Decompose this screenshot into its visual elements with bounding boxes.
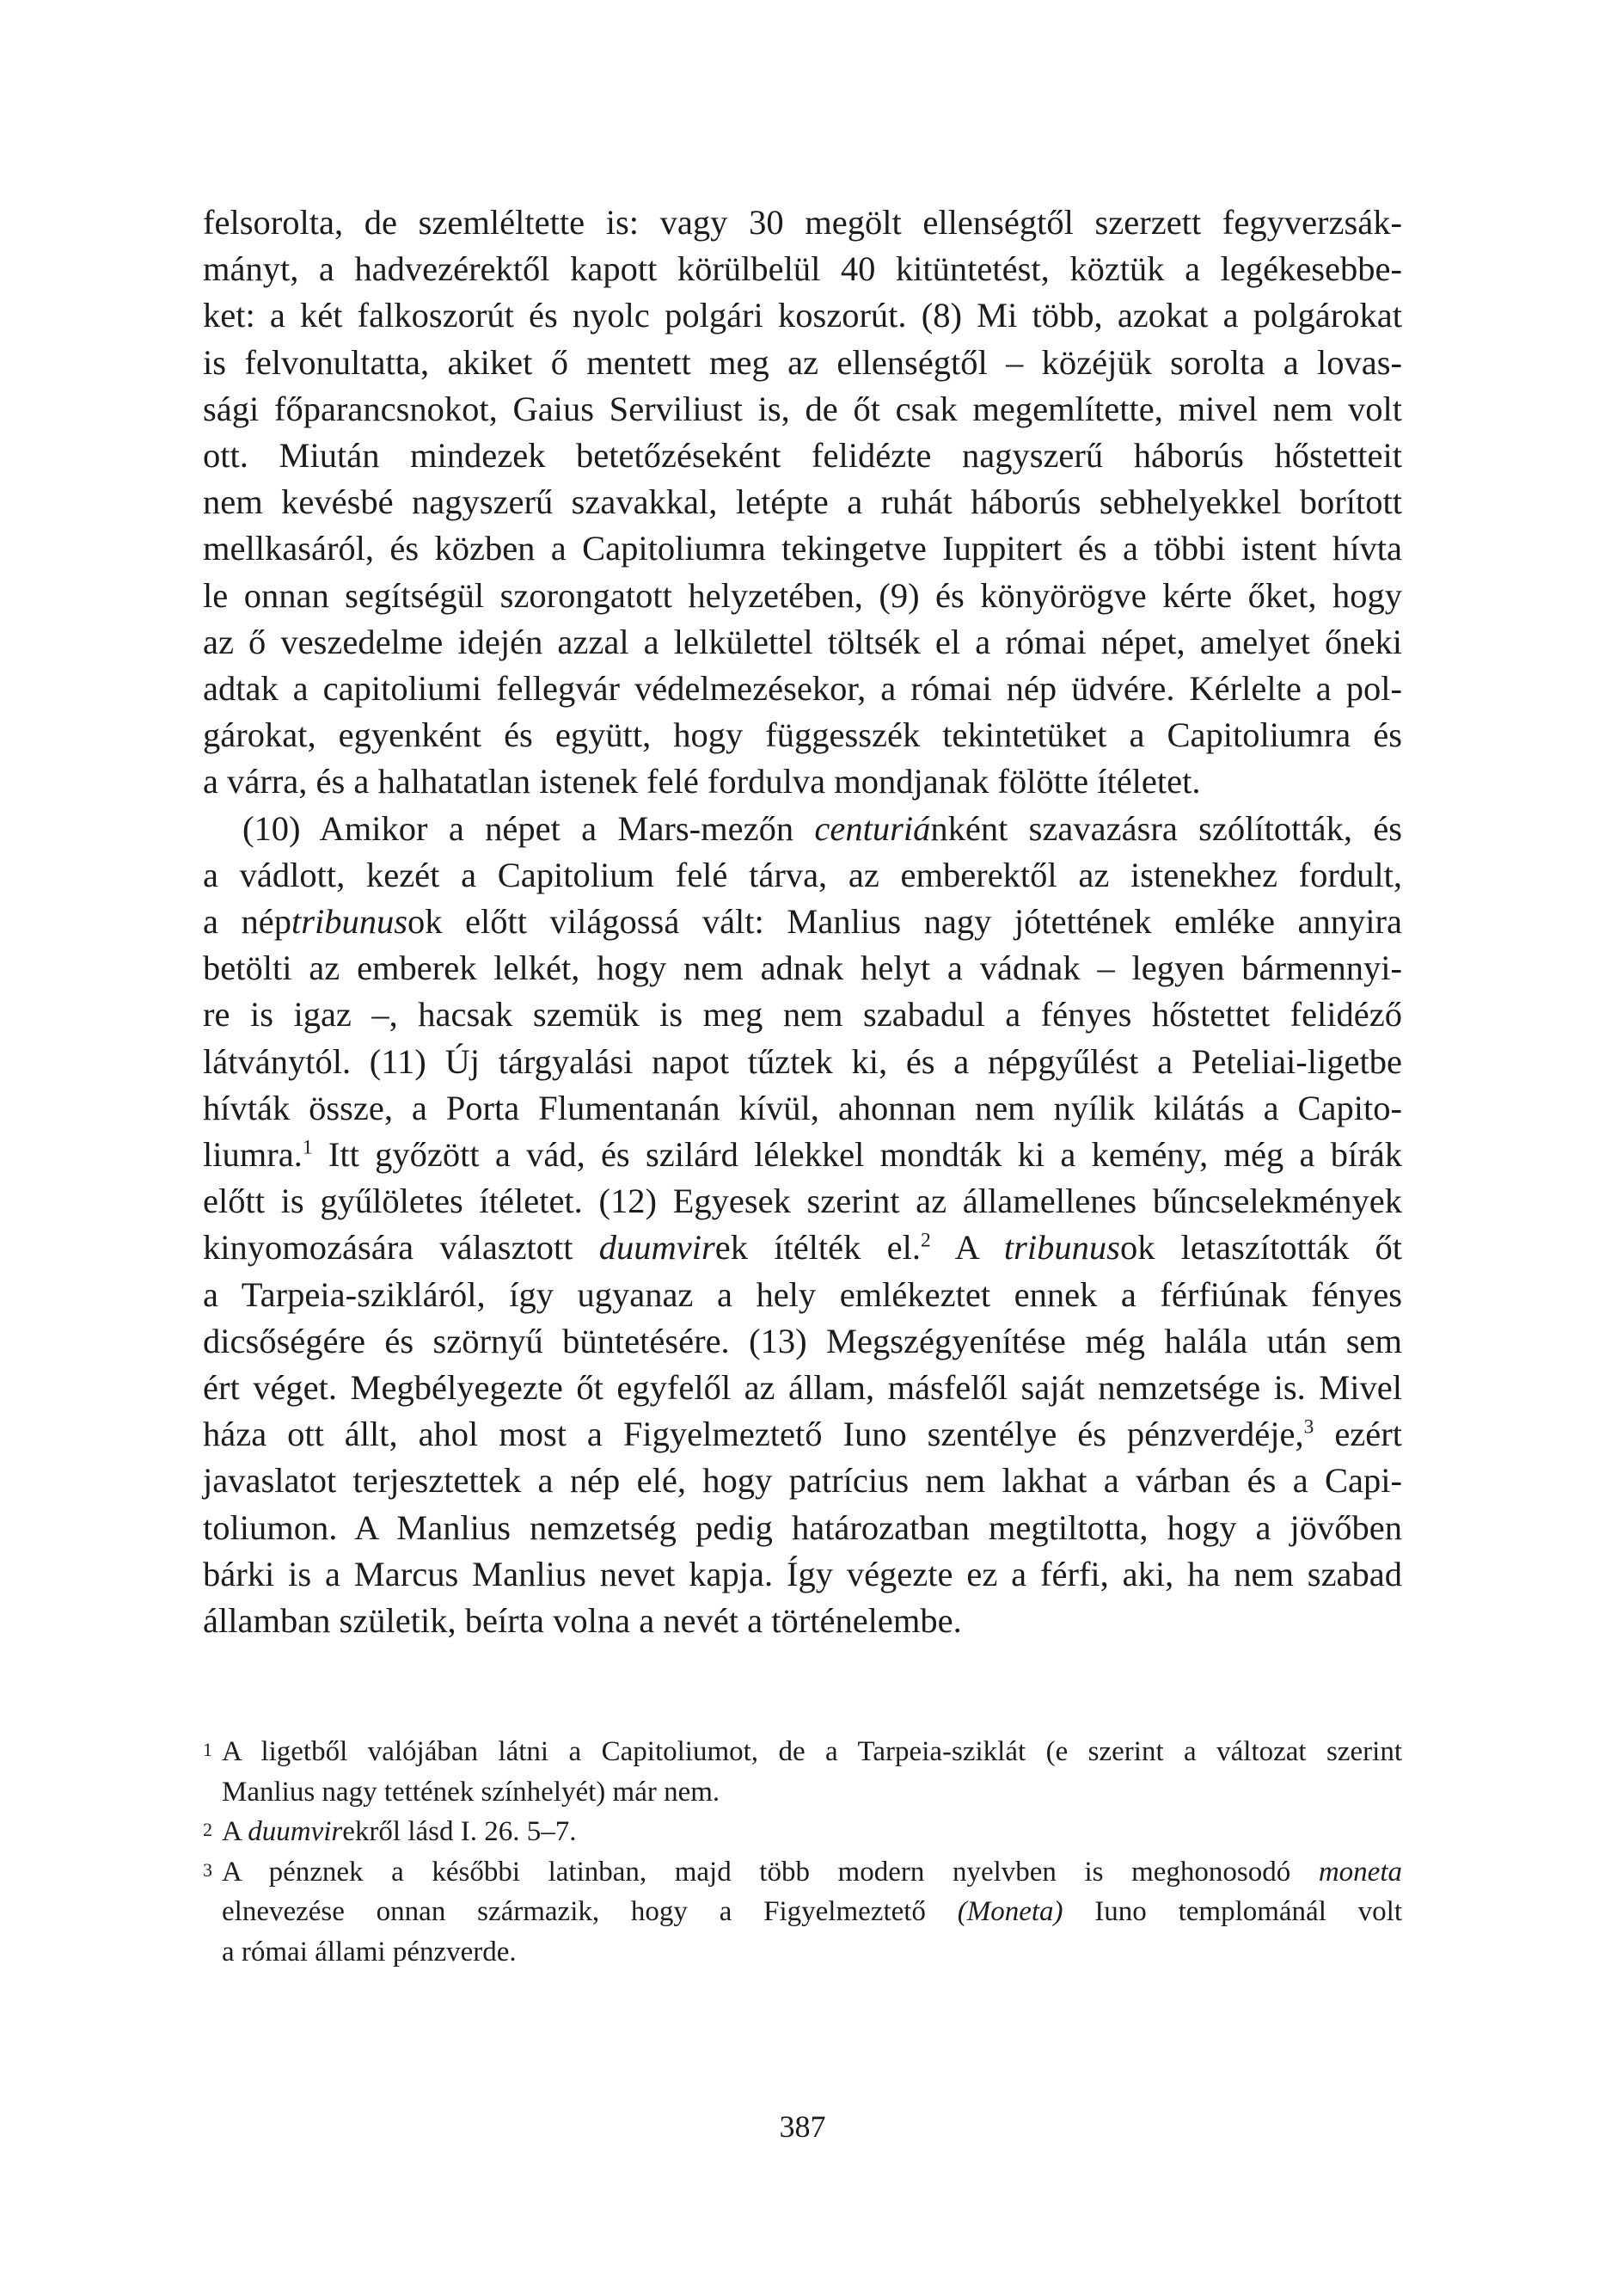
footnotes-block xyxy=(203,1732,1402,1972)
paragraph-line xyxy=(203,386,1402,433)
text-run: nem kevésbé nagyszerű szavakkal, letépte a ruhát háborús sebhelyekkel borított xyxy=(203,482,1402,522)
text-run: A xyxy=(222,1816,248,1847)
footnote-line xyxy=(222,1772,1402,1813)
text-run: sági főparancsnokot, Gaius Serviliust is, de őt csak megemlítette, mivel nem volt xyxy=(203,389,1402,428)
italic-term: (Moneta) xyxy=(957,1896,1063,1927)
paragraph-line xyxy=(203,340,1402,386)
text-run: A ligetből valójában látni a Capitoliumot, de a Tarpeia-sziklát (e szerint a változat szerint xyxy=(222,1736,1402,1767)
italic-term: duumvir xyxy=(598,1228,715,1268)
text-run: ekről lásd I. 26. 5–7. xyxy=(342,1816,577,1847)
text-run: ott. Miután mindezek betetőzéseként felidézte nagyszerű háborús hőstetteit xyxy=(203,436,1402,476)
paragraph-line xyxy=(203,1318,1402,1365)
footnote-line xyxy=(222,1732,1402,1772)
paragraph-line xyxy=(203,1411,1402,1458)
italic-term: tribunus xyxy=(1003,1228,1120,1268)
paragraph-line xyxy=(203,806,1402,852)
text-run: a nép xyxy=(203,902,291,942)
footnote-line xyxy=(222,1852,1402,1893)
text-run: mellkasáról, és közben a Capitoliumra tekingetve Iuppitert és a többi istent hívta xyxy=(203,529,1402,568)
paragraph-line xyxy=(203,1132,1402,1178)
footnote-number: 2 xyxy=(203,1819,212,1840)
text-run: gárokat, egyenként és együtt, hogy függesszék tekintetüket a Capitoliumra és xyxy=(203,715,1402,755)
text-run: háza ott állt, ahol most a Figyelmeztető Iuno szentélye és pénzverdéje, xyxy=(203,1415,1304,1454)
text-run: bárki is a Marcus Manlius nevet kapja. Így végezte ez a férfi, aki, ha nem szabad xyxy=(203,1554,1402,1593)
paragraph-line xyxy=(203,1505,1402,1551)
text-run: hívták össze, a Porta Flumentanán kívül, ahonnan nem nyílik kilátás a Capito- xyxy=(203,1088,1402,1127)
paragraph-line xyxy=(203,1365,1402,1411)
text-run: (10) Amikor a népet a Mars-mezőn xyxy=(242,808,815,848)
footnote-line xyxy=(222,1932,1402,1973)
paragraph-line xyxy=(203,712,1402,758)
footnote-line xyxy=(222,1892,1402,1932)
text-run: Iuno templománál volt xyxy=(1063,1896,1402,1927)
paragraph-line xyxy=(203,666,1402,712)
footnote-number: 3 xyxy=(203,1858,212,1881)
paragraph-line xyxy=(203,525,1402,572)
italic-term: tribunus xyxy=(291,902,408,942)
paragraph-line xyxy=(203,1272,1402,1318)
paragraph-line xyxy=(203,1598,1402,1644)
text-run: mányt, a hadvezérektől kapott körülbelül 40 kitüntetést, köztük a legékesebbe- xyxy=(203,249,1402,289)
text-run: A pénznek a későbbi latinban, majd több modern nyelvben is meghonosodó xyxy=(222,1856,1319,1888)
paragraph-line xyxy=(203,1039,1402,1085)
text-run: betölti az emberek lelkét, hogy nem adnak helyt a vádnak – legyen bármennyi- xyxy=(203,948,1402,988)
italic-term: duumvir xyxy=(248,1816,343,1847)
text-run: adtak a capitoliumi fellegvár védelmezésekor, a római nép üdvére. Kérlelte a pol- xyxy=(203,669,1402,709)
paragraph-line xyxy=(203,899,1402,945)
paragraph-line xyxy=(203,1225,1402,1271)
text-run: a Tarpeia-szikláról, így ugyanaz a hely emlékeztet ennek a férfiúnak fényes xyxy=(203,1274,1402,1314)
text-run: a vádlott, kezét a Capitolium felé tárva, az emberektől az istenekhez fordult, xyxy=(203,855,1402,894)
text-run: elnevezése onnan származik, hogy a Figyelmeztető xyxy=(222,1896,958,1927)
footnote-reference: 1 xyxy=(302,1136,313,1159)
text-run: kinyomozására választott xyxy=(203,1228,599,1268)
paragraph-line xyxy=(203,433,1402,479)
page-number: 387 xyxy=(779,2109,826,2144)
paragraph-line xyxy=(203,573,1402,619)
paragraph-line xyxy=(203,200,1402,246)
text-run: ért véget. Megbélyegezte őt egyfelől az állam, másfelől saját nemzetsége is. Mivel xyxy=(203,1368,1402,1408)
text-run: liumra. xyxy=(203,1135,303,1175)
footnote-number: 1 xyxy=(203,1739,212,1760)
text-run: is felvonultatta, akiket ő mentett meg az ellenségtől – közéjük sorolta a lovas- xyxy=(203,342,1402,382)
footnote-3 xyxy=(203,1852,1402,1973)
paragraph-line xyxy=(203,292,1402,339)
italic-term: centuriá xyxy=(814,808,931,848)
paragraph-line xyxy=(203,479,1402,525)
text-run: ok előtt világossá vált: Manlius nagy jótettének emléke annyira xyxy=(407,902,1402,942)
paragraph-line xyxy=(203,945,1402,991)
text-run: látványtól. (11) Új tárgyalási napot tűztek ki, és a népgyűlést a Peteliai-ligetbe xyxy=(203,1041,1402,1081)
text-run: re is igaz –, hacsak szemük is meg nem szabadul a fényes hőstettet felidéző xyxy=(203,995,1402,1034)
text-run: ek ítélték el. xyxy=(714,1228,921,1268)
text-run: felsorolta, de szemléltette is: vagy 30 megölt ellenségtől szerzett fegyverzsák- xyxy=(203,203,1402,242)
paragraph-line xyxy=(203,1458,1402,1504)
text-run: Itt győzött a vád, és szilárd lélekkel mondták ki a kemény, még a bírák xyxy=(312,1135,1402,1175)
paragraph-line xyxy=(203,246,1402,292)
paragraph-line xyxy=(203,991,1402,1038)
footnote-line xyxy=(222,1812,1402,1852)
main-text-block xyxy=(203,200,1402,1644)
footnote-1 xyxy=(203,1732,1402,1812)
paragraph-line xyxy=(203,619,1402,666)
text-run: államban születik, beírta volna a nevét a történelembe. xyxy=(203,1601,962,1641)
text-run: Manlius nagy tettének színhelyét) már nem. xyxy=(222,1776,720,1808)
text-run: a várra, és a halhatatlan istenek felé fordulva mondjanak fölötte ítéletet. xyxy=(203,762,1201,801)
text-run: dicsőségére és szörnyű büntetésére. (13) Megszégyenítése még halála után sem xyxy=(203,1321,1402,1360)
paragraph-line xyxy=(203,758,1402,805)
footnote-reference: 3 xyxy=(1303,1415,1314,1439)
text-run: a római állami pénzverde. xyxy=(222,1936,517,1968)
paragraph-line xyxy=(203,1178,1402,1225)
text-run: előtt is gyűlöletes ítéletet. (12) Egyesek szerint az államellenes bűncselekmények xyxy=(203,1182,1402,1221)
text-run: toliumon. A Manlius nemzetség pedig határozatban megtiltotta, hogy a jövőben xyxy=(203,1507,1402,1547)
paragraph-line xyxy=(203,1085,1402,1132)
text-run: le onnan segítségül szorongatott helyzetében, (9) és könyörögve kérte őket, hogy xyxy=(203,575,1402,615)
text-run: javaslatot terjesztettek a nép elé, hogy patrícius nem lakhat a várban és a Capi- xyxy=(203,1461,1402,1501)
footnote-2 xyxy=(203,1812,1402,1852)
paragraph-line xyxy=(203,1551,1402,1598)
text-run: ok letaszították őt xyxy=(1119,1228,1403,1268)
text-run: nként szavazásra szólították, és xyxy=(930,808,1402,848)
text-run: az ő veszedelme idején azzal a lelkülettel töltsék el a római népet, amelyet őneki xyxy=(203,622,1402,661)
text-run: ket: a két falkoszorút és nyolc polgári koszorút. (8) Mi több, azokat a polgárokat xyxy=(203,296,1402,335)
footnote-reference: 2 xyxy=(920,1229,931,1252)
text-run: ezért xyxy=(1314,1415,1402,1454)
paragraph-line xyxy=(203,852,1402,899)
italic-term: moneta xyxy=(1318,1856,1402,1888)
text-run: A xyxy=(930,1228,1004,1268)
